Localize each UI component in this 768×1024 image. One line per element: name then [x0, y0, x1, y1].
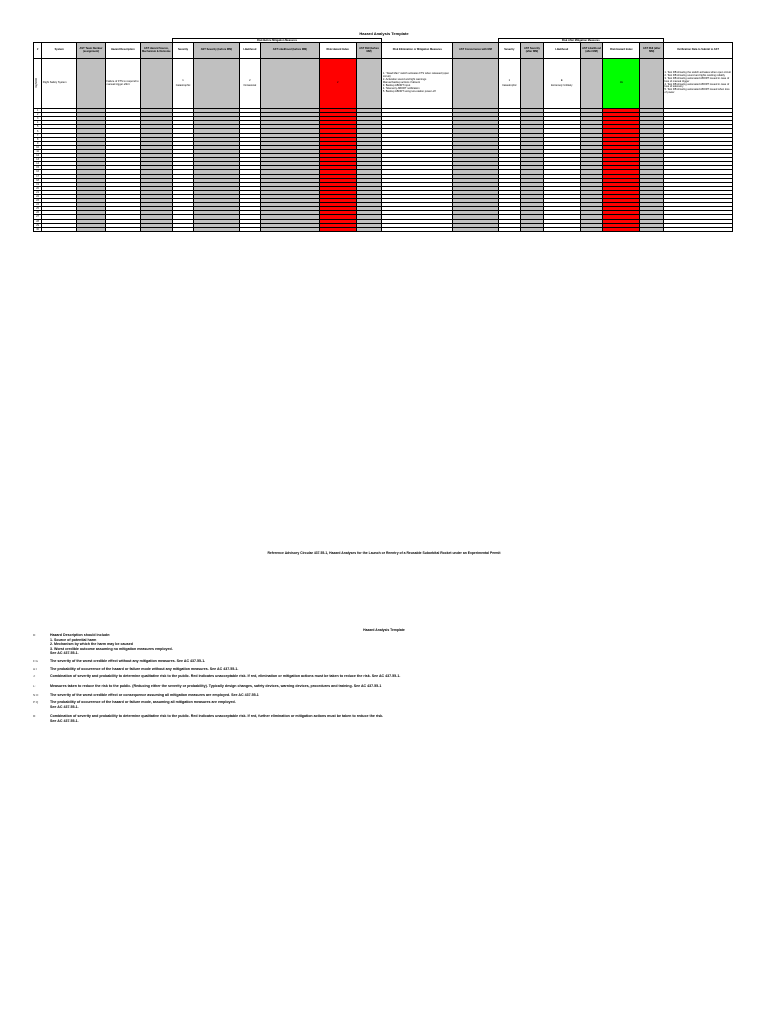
severity-cell[interactable]: 1 Catastrophic [172, 59, 194, 109]
row-number[interactable]: 17 [34, 174, 42, 178]
group-after-header: Risk After Mitigation Measures [498, 39, 663, 43]
table-cell[interactable] [543, 227, 580, 231]
row-number[interactable]: 7 [34, 133, 42, 137]
col-verification: Verification Data to Submit to AST [664, 43, 733, 59]
row-number[interactable]: 11 [34, 149, 42, 153]
table-cell[interactable] [194, 227, 239, 231]
note-line: See AC 437.55-1. [50, 704, 79, 709]
table-cell[interactable] [498, 227, 521, 231]
note-line: 3. Worst credible outcome assuming no mitigation measures employed. [50, 646, 173, 651]
ast-hazard-source-cell[interactable] [140, 59, 172, 109]
note-key: J: [33, 674, 36, 679]
table-cell[interactable] [239, 227, 261, 231]
row-number[interactable]: 16 [34, 170, 42, 174]
col-ast-rhi-before: AST RHI (before MM) [356, 43, 382, 59]
row-number[interactable]: 9 [34, 141, 42, 145]
note-key: D: [33, 633, 36, 637]
note-line: Combination of severity and probability to determine qualitative risk to the public. Red indicates unacceptable risk. If red, elimination or mitigation actions must be taken to reduce the risk. See AC 437.55-1. [50, 674, 401, 679]
note-line: The severity of the worst credible effect or consequence assuming all mitigation measures are employed. See AC 437.55-1 [50, 693, 259, 698]
row-number[interactable]: 5 [34, 125, 42, 129]
col-system: System [42, 43, 77, 59]
likelihood-after-cell[interactable]: E Extremely Unlikely [543, 59, 580, 109]
ast-severity-after-cell[interactable] [521, 59, 544, 109]
table-row [34, 59, 733, 109]
row-number[interactable]: 2 [34, 113, 42, 117]
col-likelihood: Likelihood [239, 43, 261, 59]
table-cell[interactable] [580, 227, 603, 231]
table-cell[interactable] [640, 227, 664, 231]
risk-index-cell[interactable]: 2 [319, 59, 356, 109]
col-ast-hazard-source: AST Hazard Source, Mechanism & Outcome [140, 43, 172, 59]
row-number[interactable]: 1 [34, 109, 42, 113]
note-line: The probability of occurrence of the hazard or failure mode without any mitigation measures. See AC 437.55-1. [50, 666, 239, 671]
note-key: F:G [33, 658, 38, 663]
table-cell[interactable] [603, 227, 640, 231]
mitigation-cell[interactable]: 1. "Dead Man" switch activates FTS when released (open circuit) 2. Activation sound and light warnings Manual backup actions if absent 3. Backup ABORT input 4. Telemetry ABORT notification 5. Backup ABORT using two-station power-off [382, 59, 453, 109]
ast-concurrence-cell[interactable] [453, 59, 498, 109]
row-number[interactable]: 27 [34, 215, 42, 219]
note-key: L: [33, 683, 36, 688]
row-number[interactable]: 23 [34, 199, 42, 203]
note-key: N:O [33, 693, 39, 698]
note-key: R: [33, 714, 36, 719]
table-cell[interactable] [77, 227, 106, 231]
row-number[interactable]: 15 [34, 166, 42, 170]
risk-index-after-cell[interactable]: 1E [603, 59, 640, 109]
note-line: The probability of occurrence of the hazard or failure mode, assuming all mitigation measures are employed. [50, 699, 236, 704]
col-severity-after: Severity [498, 43, 521, 59]
note-item [33, 674, 693, 679]
row-number[interactable]: 13 [34, 158, 42, 162]
reference-note: Reference Advisory Circular 437.55-1, Hazard Analyses for the Launch or Reentry of a Reusable Suborbital Rocket under an Experimental Permit [267, 551, 501, 555]
row-number[interactable]: 19 [34, 182, 42, 186]
note-item [33, 714, 693, 723]
col-ast-severity-before: AST Severity (before MM) [194, 43, 239, 59]
col-ast-likelihood-before: AST Likelihood (before MM) [261, 43, 320, 59]
note-item [33, 693, 693, 698]
row-number[interactable]: 6 [34, 129, 42, 133]
col-num: # [34, 43, 42, 59]
hazard-cell[interactable]: Failure of FTS to respond to manual trigger effort [105, 59, 140, 109]
table-cell[interactable] [356, 227, 382, 231]
note-key: P:Q [33, 699, 39, 704]
row-number[interactable]: 29 [34, 223, 42, 227]
row-id-cell[interactable] [34, 59, 42, 109]
table-cell[interactable] [664, 227, 733, 231]
note-line: Measures taken to reduce the risk to the public. (Reducing either the severity or probability). Typically design changes, safety devices, warning devices, procedures and training. See AC 437.55-1 [50, 683, 382, 688]
table-cell[interactable] [319, 227, 356, 231]
group-before-header: Risk Before Mitigation Measures [172, 39, 382, 43]
row-number[interactable]: 4 [34, 121, 42, 125]
row-number[interactable]: 24 [34, 203, 42, 207]
likelihood-cell[interactable]: 2 Occasional [239, 59, 261, 109]
ast-rhi-after-cell[interactable] [640, 59, 664, 109]
row-number[interactable]: 30 [34, 227, 42, 231]
row-number[interactable]: 18 [34, 178, 42, 182]
table-cell[interactable] [105, 227, 140, 231]
ast-number-cell[interactable] [77, 59, 106, 109]
row-number[interactable]: 25 [34, 207, 42, 211]
notes-title: Hazard Analysis Template [363, 628, 405, 632]
note-line: 1. Source of potential harm [50, 637, 97, 642]
col-risk-index: Risk Hazard Index [319, 43, 356, 59]
table-cell[interactable] [521, 227, 544, 231]
note-line: The severity of the worst credible effect without any mitigation measures. See AC 437.55-1. [50, 658, 206, 663]
row-number[interactable]: 28 [34, 219, 42, 223]
table-cell[interactable] [261, 227, 320, 231]
col-ast-concurrence: AST Concurrence with MM [453, 43, 498, 59]
note-item [33, 659, 693, 664]
severity-after-cell[interactable]: 1 Catastrophic [498, 59, 521, 109]
note-item [33, 684, 693, 689]
row-number[interactable]: 21 [34, 190, 42, 194]
row-number[interactable]: 26 [34, 211, 42, 215]
hazard-table [33, 38, 733, 232]
col-hazard-desc: Hazard Description [105, 43, 140, 59]
row-number[interactable]: 14 [34, 162, 42, 166]
row-number[interactable]: 8 [34, 137, 42, 141]
table-row [34, 227, 733, 231]
verification-cell[interactable]: 1. Test DB showing the switch activates when open circuit 2. Test DB showing sound and lights working reliably 3. Test DB showing automated ABORT issued in case of loss of manual trigger 4. Test DB showing automated ABORT issued in case of loss of telemetry 5. Test DB showing automated ABORT issued when loss of power [664, 59, 733, 109]
table-cell[interactable] [382, 227, 453, 231]
note-line: See AC 437.55-1. [50, 651, 79, 656]
row-number[interactable]: 3 [34, 117, 42, 121]
ast-rhi-before-cell[interactable] [356, 59, 382, 109]
note-line: See AC 437.55-1. [50, 718, 79, 723]
note-item [33, 667, 693, 672]
note-line: 2. Mechanism by which the harm may be caused [50, 642, 133, 647]
note-line: Combination of severity and probability to determine qualitative risk to the public. Red indicates unacceptable risk. If red, further elimination or mitigation actions must be taken to reduce the risk. [50, 714, 384, 719]
page-title: Hazard Analysis Template [359, 31, 409, 36]
col-ast-rhi-after: AST RHI (after MM) [640, 43, 664, 59]
col-likelihood-after: Likelihood [543, 43, 580, 59]
table-cell[interactable] [42, 227, 77, 231]
col-ast-severity-after: AST Severity (after MM) [521, 43, 544, 59]
col-risk-index-after: Risk Hazard Index [603, 43, 640, 59]
ast-likelihood-after-cell[interactable] [580, 59, 603, 109]
row-number[interactable]: 10 [34, 145, 42, 149]
table-cell[interactable] [453, 227, 498, 231]
notes-list [33, 633, 693, 723]
note-key: H:I [33, 666, 37, 671]
col-severity: Severity [172, 43, 194, 59]
row-number[interactable]: 12 [34, 154, 42, 158]
row-number[interactable]: 22 [34, 194, 42, 198]
row-id: Flight003 [35, 77, 39, 88]
col-ast-likelihood-after: AST Likelihood (after MM) [580, 43, 603, 59]
note-line: Hazard Description should include: [50, 633, 111, 637]
note-item [33, 633, 693, 656]
note-item [33, 700, 693, 709]
table-cell[interactable] [140, 227, 172, 231]
col-mitigation: Risk Elimination or Mitigation Measures [382, 43, 453, 59]
ast-likelihood-before-cell[interactable] [261, 59, 320, 109]
row-number[interactable]: 20 [34, 186, 42, 190]
ast-severity-before-cell[interactable] [194, 59, 239, 109]
table-cell[interactable] [172, 227, 194, 231]
col-ast-number: AST Team Number (assignment) [77, 43, 106, 59]
system-cell[interactable]: Flight Safety System [42, 59, 77, 109]
